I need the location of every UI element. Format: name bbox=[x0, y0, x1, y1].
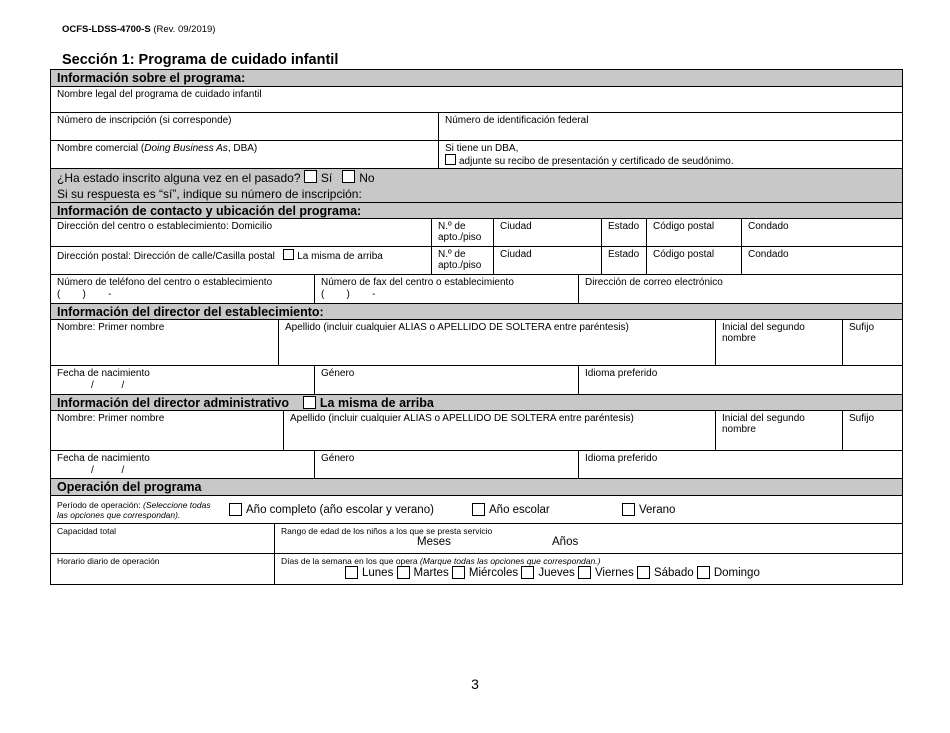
sunday-label: Domingo bbox=[713, 566, 760, 579]
hours-row bbox=[51, 554, 902, 584]
days-cell bbox=[275, 554, 902, 584]
director-gender-field[interactable] bbox=[315, 366, 579, 394]
mailing-apt-label: N.º de apto./piso bbox=[438, 249, 482, 271]
operation-header bbox=[51, 479, 902, 496]
admin-suffix-label: Sufijo bbox=[849, 413, 875, 424]
mailing-city-field[interactable] bbox=[494, 247, 602, 274]
school-year-option[interactable] bbox=[472, 503, 622, 516]
period-note: (Seleccione todas las opciones que correspondan). bbox=[57, 499, 211, 520]
admin-suffix-field[interactable] bbox=[843, 411, 902, 450]
fax-field[interactable] bbox=[315, 275, 579, 303]
director-last-name-label: Apellido (incluir cualquier ALIAS o APELLIDO DE SOLTERA entre paréntesis) bbox=[285, 322, 629, 333]
mailing-state-field[interactable] bbox=[602, 247, 647, 274]
capacity-field[interactable] bbox=[51, 524, 275, 553]
period-label-cell bbox=[51, 500, 229, 520]
monday-label: Lunes bbox=[362, 566, 394, 579]
full-year-label: Año completo (año escolar y verano) bbox=[246, 503, 434, 516]
day-saturday[interactable] bbox=[637, 566, 694, 579]
mailing-address-field[interactable] bbox=[51, 247, 432, 274]
zip-label: Código postal bbox=[653, 221, 715, 232]
email-field[interactable] bbox=[579, 275, 902, 303]
legal-name-label: Nombre legal del programa de cuidado infantil bbox=[57, 89, 262, 100]
mailing-same-label: La misma de arriba bbox=[297, 251, 383, 262]
mailing-city-label: Ciudad bbox=[500, 249, 532, 260]
attach-checkbox[interactable] bbox=[445, 154, 456, 165]
admin-heading: Información del director administrativo bbox=[57, 395, 289, 410]
admin-dob-field[interactable] bbox=[51, 451, 315, 478]
form-code bbox=[62, 24, 215, 35]
director-dob-mask: / / bbox=[91, 380, 125, 391]
director-heading: Información del director del establecimiento: bbox=[57, 304, 324, 319]
saturday-checkbox[interactable] bbox=[637, 566, 650, 579]
monday-checkbox[interactable] bbox=[345, 566, 358, 579]
zip-field[interactable] bbox=[647, 219, 742, 246]
phone-label: Número de teléfono del centro o establecimiento bbox=[57, 277, 273, 288]
mailing-county-label: Condado bbox=[748, 249, 789, 260]
admin-first-name-field[interactable] bbox=[51, 411, 284, 450]
days-note: (Marque todas las opciones que correspondan.) bbox=[419, 556, 601, 566]
summer-label: Verano bbox=[639, 503, 676, 516]
dba-row bbox=[51, 141, 902, 169]
day-tuesday[interactable] bbox=[397, 566, 449, 579]
period-row bbox=[51, 496, 902, 524]
operation-heading: Operación del programa bbox=[57, 480, 202, 494]
email-label: Dirección de correo electrónico bbox=[585, 277, 723, 288]
dba-label-post: , DBA) bbox=[227, 143, 258, 154]
days-options bbox=[281, 566, 896, 582]
street-address-label: Dirección del centro o establecimiento: Domicilio bbox=[57, 221, 273, 232]
friday-label: Viernes bbox=[594, 566, 634, 579]
federal-id-field[interactable] bbox=[439, 113, 902, 140]
fax-label: Número de fax del centro o establecimiento bbox=[321, 277, 514, 288]
summer-option[interactable] bbox=[622, 503, 675, 516]
admin-first-name-label: Nombre: Primer nombre bbox=[57, 413, 165, 424]
yes-checkbox[interactable] bbox=[304, 170, 317, 183]
admin-language-field[interactable] bbox=[579, 451, 902, 478]
thursday-checkbox[interactable] bbox=[521, 566, 534, 579]
admin-gender-label: Género bbox=[321, 453, 355, 464]
contact-header bbox=[51, 203, 902, 219]
street-address-field[interactable] bbox=[51, 219, 432, 246]
phone-row bbox=[51, 275, 902, 304]
school-year-label: Año escolar bbox=[489, 503, 550, 516]
summer-checkbox[interactable] bbox=[622, 503, 635, 516]
mailing-same-checkbox[interactable] bbox=[283, 249, 294, 260]
admin-dob-mask: / / bbox=[91, 465, 125, 476]
registration-row bbox=[51, 113, 902, 141]
director-middle-initial-label: Inicial del segundo nombre bbox=[722, 322, 805, 344]
phone-field[interactable] bbox=[51, 275, 315, 303]
mailing-address-label: Dirección postal: Dirección de calle/Casilla postal bbox=[57, 251, 275, 262]
admin-dob-row bbox=[51, 451, 902, 479]
admin-last-name-field[interactable] bbox=[284, 411, 716, 450]
friday-checkbox[interactable] bbox=[578, 566, 591, 579]
contact-heading: Información de contacto y ubicación del programa: bbox=[57, 203, 362, 218]
admin-header bbox=[51, 395, 902, 411]
wednesday-label: Miércoles bbox=[468, 566, 519, 579]
admin-same-label: La misma de arriba bbox=[319, 395, 434, 410]
full-year-checkbox[interactable] bbox=[229, 503, 242, 516]
program-info-header bbox=[51, 70, 902, 87]
if-dba-label: Si tiene un DBA, bbox=[445, 143, 519, 154]
attach-note-label: adjunte su recibo de presentación y certificado de seudónimo. bbox=[459, 156, 734, 167]
years-label: Años bbox=[552, 536, 579, 548]
admin-dob-label: Fecha de nacimiento bbox=[57, 453, 150, 464]
admin-middle-initial-field[interactable] bbox=[716, 411, 843, 450]
admin-last-name-label: Apellido (incluir cualquier ALIAS o APELLIDO DE SOLTERA entre paréntesis) bbox=[290, 413, 634, 424]
director-first-name-field[interactable] bbox=[51, 320, 279, 365]
phone-mask: ( ) - bbox=[57, 289, 112, 300]
director-dob-row bbox=[51, 366, 902, 395]
director-first-name-label: Nombre: Primer nombre bbox=[57, 322, 165, 333]
admin-language-label: Idioma preferido bbox=[585, 453, 658, 464]
page-number: 3 bbox=[471, 676, 479, 692]
form-code-id: OCFS-LDSS-4700-S bbox=[62, 24, 151, 35]
director-gender-label: Género bbox=[321, 368, 355, 379]
apt-label: N.º de apto./piso bbox=[438, 221, 482, 243]
director-name-row bbox=[51, 320, 902, 366]
capacity-row bbox=[51, 524, 902, 554]
dba-label-italic: Doing Business As bbox=[144, 143, 228, 154]
period-label: Período de operación: bbox=[57, 499, 144, 510]
yes-label: Sí bbox=[320, 171, 333, 185]
county-label: Condado bbox=[748, 221, 789, 232]
form-revision: (Rev. 09/2019) bbox=[153, 24, 216, 35]
county-field[interactable] bbox=[742, 219, 902, 246]
sunday-checkbox[interactable] bbox=[697, 566, 710, 579]
director-middle-initial-field[interactable] bbox=[716, 320, 843, 365]
tuesday-checkbox[interactable] bbox=[397, 566, 410, 579]
mailing-zip-label: Código postal bbox=[653, 249, 715, 260]
apt-field[interactable] bbox=[432, 219, 494, 246]
previous-registration-row bbox=[51, 169, 902, 203]
no-label: No bbox=[359, 171, 375, 185]
city-field[interactable] bbox=[494, 219, 602, 246]
capacity-label: Capacidad total bbox=[57, 526, 117, 536]
months-label: Meses bbox=[417, 536, 451, 548]
admin-same-checkbox[interactable] bbox=[303, 396, 316, 409]
director-suffix-label: Sufijo bbox=[849, 322, 875, 333]
director-language-field[interactable] bbox=[579, 366, 902, 394]
state-label: Estado bbox=[608, 221, 640, 232]
federal-id-label: Número de identificación federal bbox=[445, 115, 589, 126]
thursday-label: Jueves bbox=[538, 566, 575, 579]
saturday-label: Sábado bbox=[653, 566, 694, 579]
day-sunday[interactable] bbox=[697, 566, 760, 579]
tuesday-label: Martes bbox=[413, 566, 449, 579]
previous-question-label: ¿Ha estado inscrito alguna vez en el pasado? bbox=[57, 171, 301, 185]
age-range-field[interactable] bbox=[275, 524, 902, 553]
mailing-apt-field[interactable] bbox=[432, 247, 494, 274]
daily-hours-field[interactable] bbox=[51, 554, 275, 584]
mailing-state-label: Estado bbox=[608, 249, 640, 260]
previous-registration-cell bbox=[51, 169, 902, 202]
wednesday-checkbox[interactable] bbox=[452, 566, 465, 579]
director-dob-label: Fecha de nacimiento bbox=[57, 368, 150, 379]
day-thursday[interactable] bbox=[521, 566, 574, 579]
day-wednesday[interactable] bbox=[452, 566, 518, 579]
mailing-address-row bbox=[51, 247, 902, 275]
registration-number-label: Número de inscripción (si corresponde) bbox=[57, 115, 232, 126]
day-friday[interactable] bbox=[578, 566, 634, 579]
form-table bbox=[50, 69, 903, 585]
section-title: Sección 1: Programa de cuidado infantil bbox=[62, 52, 339, 68]
state-field[interactable] bbox=[602, 219, 647, 246]
full-year-option[interactable] bbox=[229, 503, 472, 516]
dba-attach-cell bbox=[439, 141, 902, 168]
registration-number-field[interactable] bbox=[51, 113, 439, 140]
admin-name-row bbox=[51, 411, 902, 451]
dba-label-pre: Nombre comercial ( bbox=[57, 143, 145, 154]
mailing-county-field[interactable] bbox=[742, 247, 902, 274]
admin-middle-initial-label: Inicial del segundo nombre bbox=[722, 413, 805, 435]
director-suffix-field[interactable] bbox=[843, 320, 902, 365]
legal-name-row bbox=[51, 87, 902, 113]
director-dob-field[interactable] bbox=[51, 366, 315, 394]
admin-gender-field[interactable] bbox=[315, 451, 579, 478]
daily-hours-label: Horario diario de operación bbox=[57, 556, 160, 566]
legal-name-field[interactable] bbox=[51, 87, 902, 112]
no-checkbox[interactable] bbox=[342, 170, 355, 183]
previous-number-label: Si su respuesta es “sí”, indique su número de inscripción: bbox=[57, 187, 362, 201]
days-label: Días de la semana en los que opera bbox=[281, 556, 420, 566]
director-header bbox=[51, 304, 902, 320]
street-address-row bbox=[51, 219, 902, 247]
city-label: Ciudad bbox=[500, 221, 532, 232]
mailing-zip-field[interactable] bbox=[647, 247, 742, 274]
school-year-checkbox[interactable] bbox=[472, 503, 485, 516]
age-range-label: Rango de edad de los niños a los que se presta servicio bbox=[281, 526, 493, 536]
director-last-name-field[interactable] bbox=[279, 320, 716, 365]
program-info-heading: Información sobre el programa: bbox=[57, 71, 246, 85]
day-monday[interactable] bbox=[345, 566, 393, 579]
fax-mask: ( ) - bbox=[321, 289, 376, 300]
director-language-label: Idioma preferido bbox=[585, 368, 658, 379]
dba-field[interactable] bbox=[51, 141, 439, 168]
